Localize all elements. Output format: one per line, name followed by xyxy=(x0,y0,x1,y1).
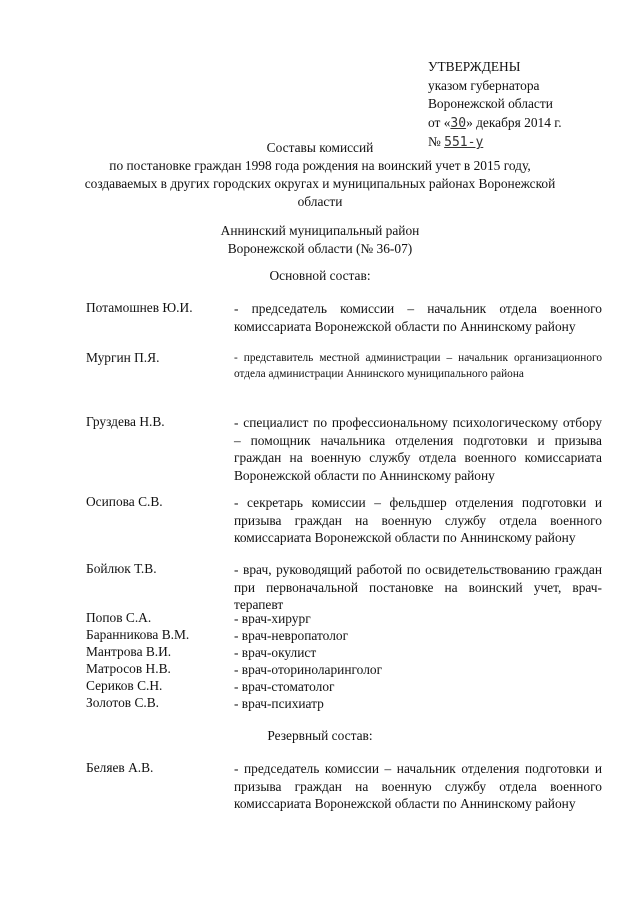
approval-number-prefix: № xyxy=(428,134,441,149)
approval-number-value: 551-у xyxy=(444,135,484,150)
reserve-composition-heading: Резервный состав: xyxy=(267,728,373,743)
title-line-2: по постановке граждан 1998 года рождения на воинский учет в 2015 году, xyxy=(109,158,531,173)
member-role: - врач-невропатолог xyxy=(234,628,349,643)
title-line-3: создаваемых в других городских округах и муниципальных районах Воронежской xyxy=(84,176,556,191)
district-line-1: Аннинский муниципальный район xyxy=(220,223,420,238)
member-name: Баранникова В.М. xyxy=(86,627,190,642)
approval-region: Воронежской области xyxy=(428,96,553,111)
main-composition-heading: Основной состав: xyxy=(269,268,371,283)
member-name: Мантрова В.И. xyxy=(86,644,172,659)
title-line-4: области xyxy=(297,194,343,209)
member-role: - председатель комиссии – начальник отдела военного комиссариата Воронежской области по Аннинскому району xyxy=(234,301,602,334)
member-name: Беляев А.В. xyxy=(86,760,154,775)
member-role: - председатель комиссии – начальник отделения подготовки и призыва граждан на военную службу отдела военного комиссариата Воронежской области по Аннинскому району xyxy=(234,761,602,811)
member-role: - врач-хирург xyxy=(234,611,311,626)
approval-date xyxy=(428,114,562,134)
approval-date-prefix: от « xyxy=(428,114,451,130)
member-role: - секретарь комиссии – фельдшер отделения подготовки и призыва граждан на военную службу отдела военного комиссариата Воронежской области по Аннинскому району xyxy=(234,495,602,545)
member-role: - врач-окулист xyxy=(234,645,317,660)
title-line-1: Составы комиссий xyxy=(266,140,374,155)
member-role: - врач-стоматолог xyxy=(234,679,335,694)
member-name: Матросов Н.В. xyxy=(86,661,171,676)
member-name: Попов С.А. xyxy=(86,610,152,625)
approval-date-suffix: » декабря 2014 г. xyxy=(466,114,562,130)
approval-decree: указом губернатора xyxy=(428,77,540,93)
member-name: Мургин П.Я. xyxy=(86,350,160,365)
approval-title: УТВЕРЖДЕНЫ xyxy=(428,59,521,74)
member-name: Потамошнев Ю.И. xyxy=(86,300,193,315)
document-title xyxy=(0,139,640,211)
member-name: Осипова С.В. xyxy=(86,494,163,509)
member-role: - специалист по профессиональному психологическому отбору – помощник начальника отделения подготовки и призыва граждан на военную службу отдела военного комиссариата Воронежской области по Аннинскому району xyxy=(234,415,602,483)
district-heading xyxy=(0,222,640,258)
member-name: Сериков С.Н. xyxy=(86,678,163,693)
member-role: - врач-психиатр xyxy=(234,696,324,711)
member-name: Бойлюк Т.В. xyxy=(86,561,157,576)
member-name: Груздева Н.В. xyxy=(86,414,165,429)
member-name: Золотов С.В. xyxy=(86,695,160,710)
district-line-2: Воронежской области (№ 36-07) xyxy=(227,241,413,256)
approval-date-day: 30 xyxy=(450,115,467,131)
member-role: - врач-оториноларинголог xyxy=(234,662,383,677)
member-role: - врач, руководящий работой по освидетельствованию граждан при первоначальной постановке на воинский учет, врач-терапевт xyxy=(234,562,602,612)
member-role: - представитель местной администрации – начальник организационного отдела администрации Аннинского муниципального района xyxy=(234,352,602,380)
